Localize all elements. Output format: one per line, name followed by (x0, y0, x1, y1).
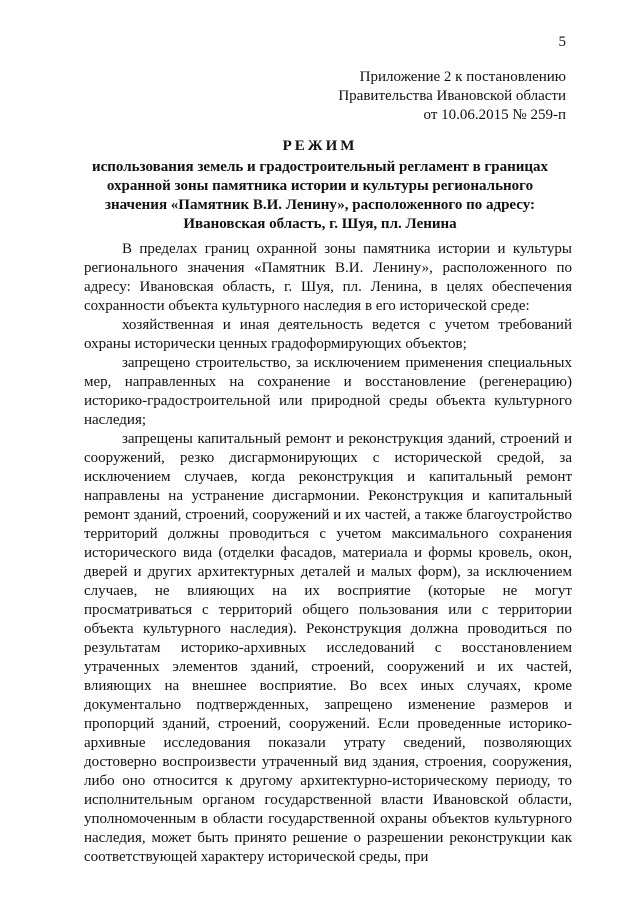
paragraph-economic-activity: хозяйственная и иная деятельность ведется с учетом требований охраны исторически ценных градоформирующих объектов; (84, 317, 572, 352)
paragraph-intro: В пределах границ охранной зоны памятника истории и культуры регионального значения «Памятник В.И. Ленину», расположенного по адресу: Ивановская область, г. Шуя, пл. Ленина, в целях обеспечения сохранности объекта культурного наследия в его исторической среде: (84, 241, 572, 314)
appendix-block (338, 68, 566, 125)
paragraph-construction-ban: запрещено строительство, за исключением применения специальных мер, направленных на сохранение и восстановление (регенерацию) историко-градостроительной или природной среды объекта культурного наследия; (84, 355, 572, 428)
appendix-line-3: от 10.06.2015 № 259-п (423, 107, 566, 123)
document-subtitle: использования земель и градостроительный регламент в границах охранной зоны памятника истории и культуры регионального значения «Памятник В.И. Ленину», расположенного по адресу: Ивановская область, г. Шуя, пл. Ленина (91, 159, 549, 232)
document-body (84, 240, 572, 867)
document-title: РЕЖИМ (282, 138, 358, 154)
paragraph-repair-ban: запрещены капитальный ремонт и реконструкция зданий, строений и сооружений, резко дисгармонирующих с исторической средой, за исключением случаев, когда реконструкция и капитальный ремонт направлены на устранение дисгармонии. Реконструкция и капитальный ремонт зданий, строений, сооружений и их частей, а также благоустройство территорий должны проводиться с учетом максимального сохранения исторического вида (отделки фасадов, материала и формы кровель, окон, дверей и других архитектурных деталей и малых форм), за исключением случаев, не влияющих на их восприятие (которые не могут просматриваться с территорий общего пользования или с территории объекта культурного наследия). Реконструкция должна проводиться по результатам историко-архивных исследований с восстановлением утраченных элементов зданий, строений, сооружений и их частей, влияющих на внешнее восприятие. Во всех иных случаях, кроме документально подтвержденных, запрещено изменение размеров и пропорций зданий, строений, сооружений. Если проведенные историко-архивные исследования показали утрату сведений, позволяющих достоверно воспроизвести утраченный вид здания, строения, сооружения, либо оно относится к другому архитектурно-историческому периоду, то исполнительным органом государственной власти Ивановской области, уполномоченным в области государственной охраны объектов культурного наследия, может быть принято решение о разрешении реконструкции как соответствующей характеру исторической среды, при (84, 431, 572, 865)
page-number: 5 (558, 34, 566, 50)
appendix-line-2: Правительства Ивановской области (338, 88, 566, 104)
appendix-line-1: Приложение 2 к постановлению (359, 69, 566, 85)
